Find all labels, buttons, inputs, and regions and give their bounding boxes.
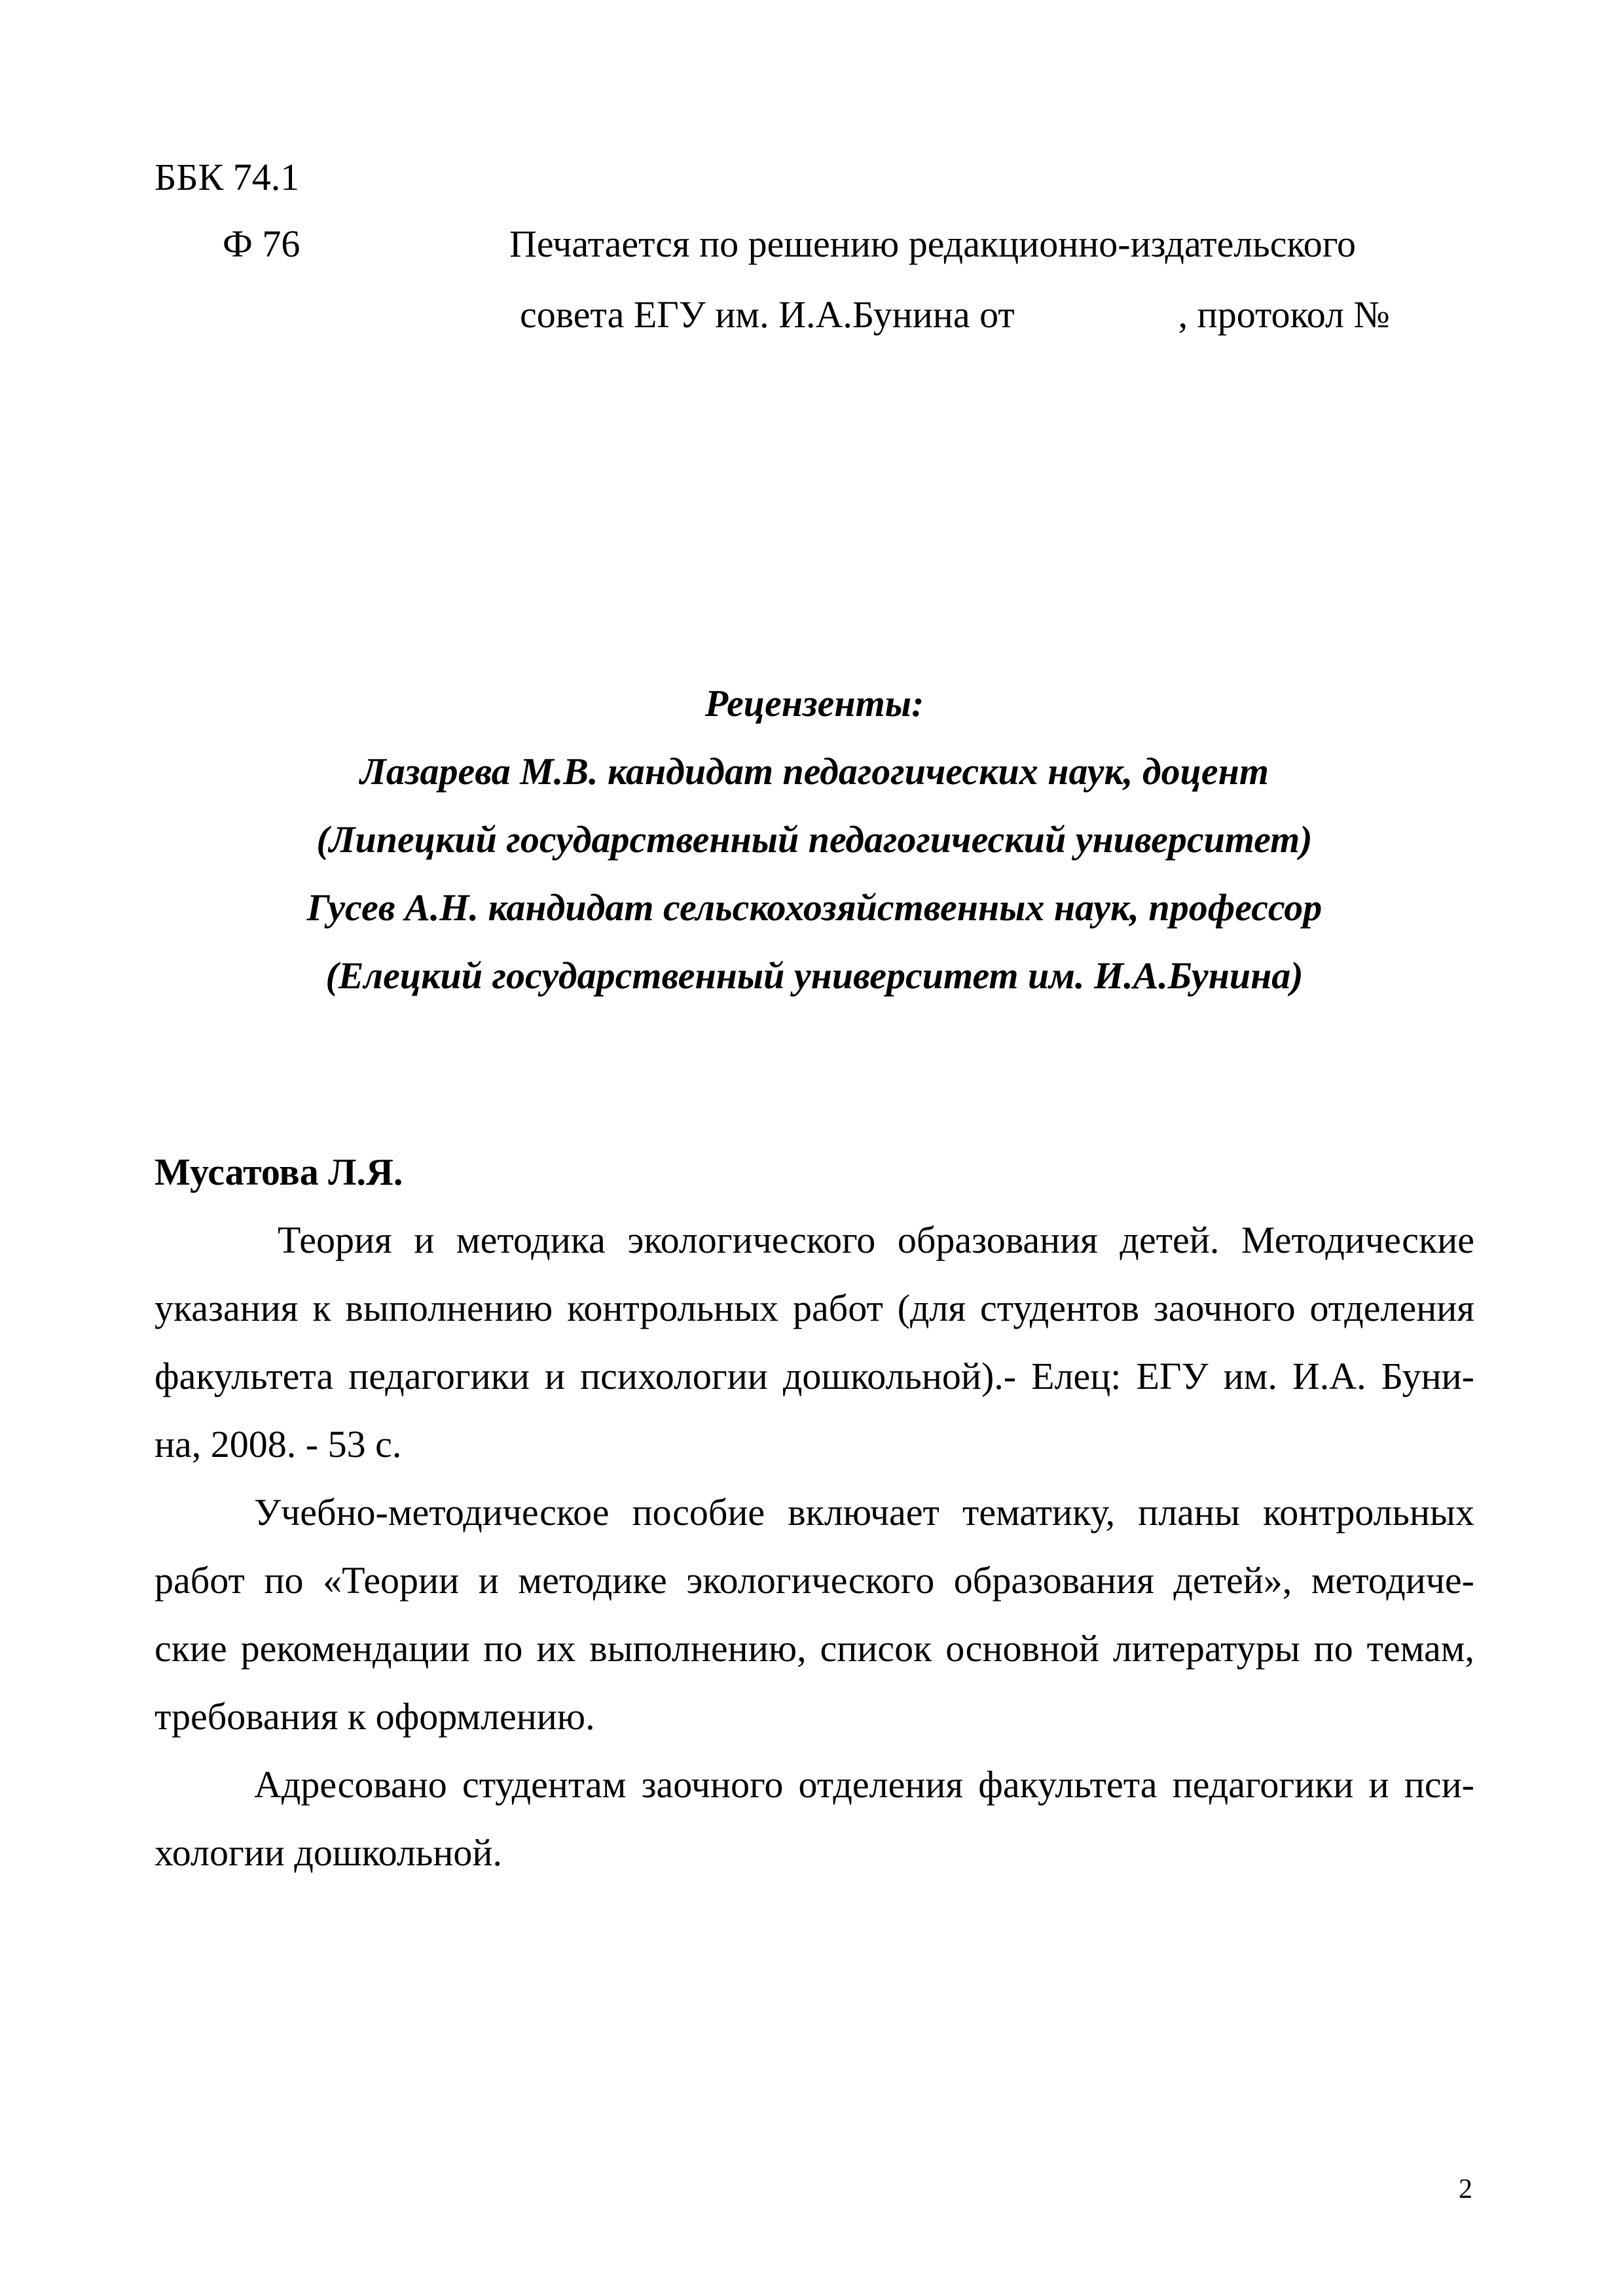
reviewer-2-affiliation: (Елецкий государственный университет им. И.А.Бунина) xyxy=(325,954,1304,997)
reviewer-2-name: Гусев А.Н. кандидат сельскохозяйственных наук, профессор xyxy=(306,886,1322,929)
paragraph-line: на, 2008. - 53 с. xyxy=(155,1423,402,1465)
abstract-paragraph xyxy=(155,1490,1474,1762)
paragraph-line: Учебно-методическое пособие включает тематику, планы контрольных xyxy=(254,1491,1474,1534)
decree-council-text: совета ЕГУ им. И.А.Бунина от xyxy=(520,293,1015,336)
author-sign-code: Ф 76 xyxy=(223,223,301,265)
page-number: 2 xyxy=(1459,2174,1472,2204)
paragraph-line: хологии дошкольной. xyxy=(155,1831,502,1874)
paragraph-line: указания к выполнению контрольных работ (для студентов заочного отделения xyxy=(155,1287,1474,1329)
paragraph-line: Теория и методика экологического образования детей. Методические xyxy=(278,1219,1474,1261)
paragraph-line: Адресовано студентам заочного отделения факультета педагогики и пси- xyxy=(254,1763,1474,1806)
publication-decree-line-2 xyxy=(520,292,1390,338)
bibliographic-description xyxy=(155,1217,1474,1490)
paragraph-line: ские рекомендации по их выполнению, список основной литературы по темам, xyxy=(155,1627,1474,1670)
reviewer-1-name: Лазарева М.В. кандидат педагогических наук, доцент xyxy=(360,750,1269,793)
paragraph-line: работ по «Теории и методике экологического образования детей», методиче- xyxy=(155,1559,1474,1602)
reviewer-1-affiliation: (Липецкий государственный педагогический университет) xyxy=(316,818,1313,861)
publication-decree-line-1: Печатается по решению редакционно-издательского xyxy=(509,223,1357,265)
author-name: Мусатова Л.Я. xyxy=(155,1151,403,1193)
reviewers-block xyxy=(155,681,1474,1021)
paragraph-line: требования к оформлению. xyxy=(155,1695,595,1738)
reviewers-title: Рецензенты: xyxy=(704,682,924,725)
audience-paragraph xyxy=(155,1762,1474,1898)
bbk-code: ББК 74.1 xyxy=(155,156,300,198)
paragraph-line: факультета педагогики и психологии дошкольной).- Елец: ЕГУ им. И.А. Буни- xyxy=(155,1355,1474,1397)
decree-protocol-text: , протокол № xyxy=(1178,293,1390,336)
